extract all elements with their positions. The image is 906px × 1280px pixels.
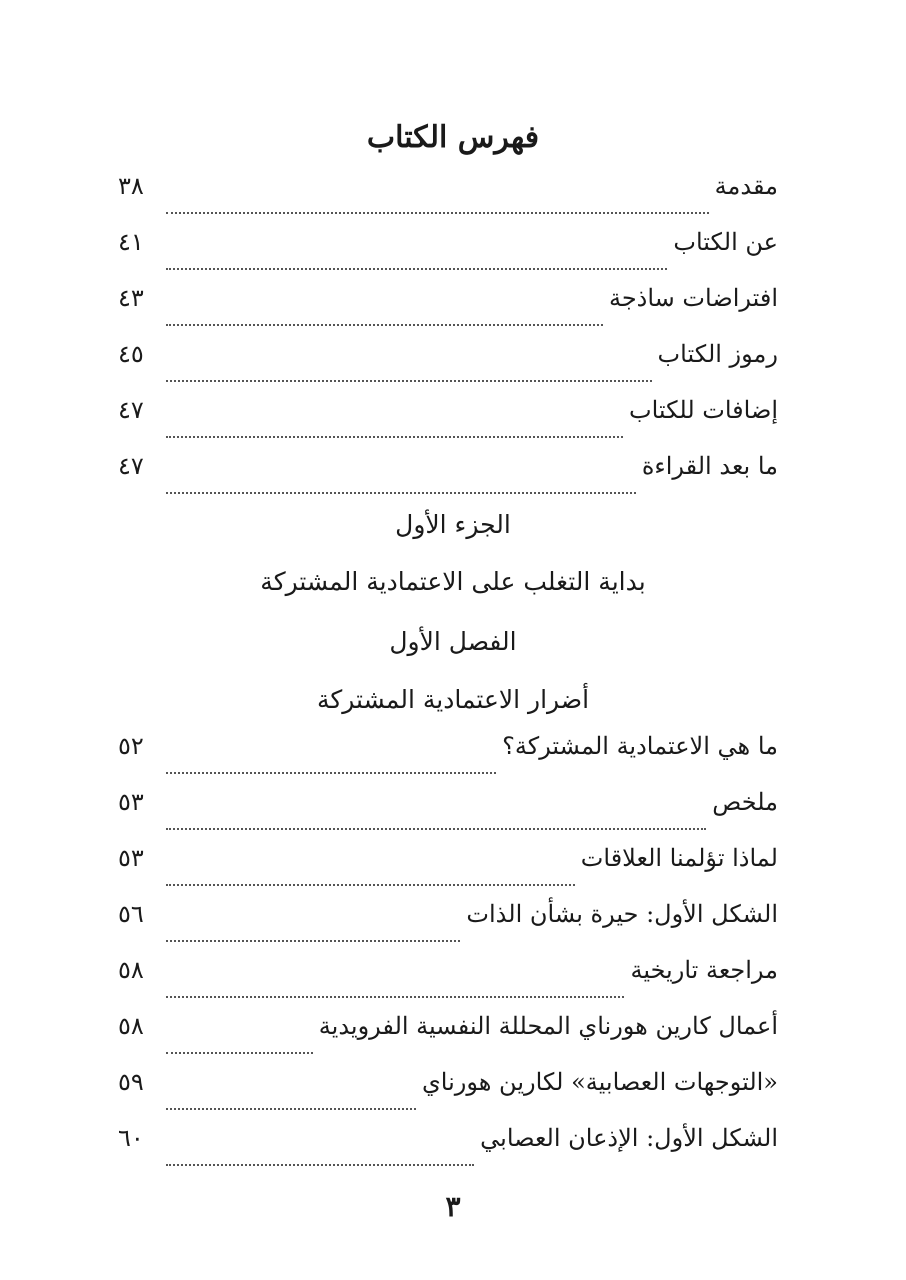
- toc-entry-page: ٥٢: [118, 732, 144, 760]
- toc-entry: [118, 788, 778, 844]
- toc-entry-page: ٦٠: [118, 1124, 144, 1152]
- dot-leader: [166, 435, 623, 438]
- dot-leader: [166, 771, 496, 774]
- toc-entry: [118, 228, 778, 284]
- toc-entry-page: ٥٩: [118, 1068, 144, 1096]
- toc-entry-label: إضافات للكتاب: [628, 396, 778, 424]
- toc-entry: [118, 844, 778, 900]
- toc-entry-page: ٤٧: [118, 452, 144, 480]
- toc-entry-label: مراجعة تاريخية: [630, 956, 778, 984]
- toc-entry-label: افتراضات ساذجة: [608, 284, 778, 312]
- toc-entry-page: ٥٣: [118, 844, 144, 872]
- dot-leader: [166, 211, 709, 214]
- toc-entry: [118, 396, 778, 452]
- part-label: الجزء الأول: [395, 510, 511, 539]
- dot-leader: [166, 1051, 313, 1054]
- toc-entry-page: ٤١: [118, 228, 144, 256]
- toc-entry-page: ٤٧: [118, 396, 144, 424]
- dot-leader: [166, 267, 667, 270]
- toc-entry: [118, 732, 778, 788]
- page-title: فهرس الكتاب: [366, 120, 540, 155]
- toc-entry-label: رموز الكتاب: [657, 340, 778, 368]
- toc-entry-label: الشكل الأول: حيرة بشأن الذات: [466, 900, 778, 928]
- chapter-title: أضرار الاعتمادية المشتركة: [316, 685, 590, 714]
- toc-entry-page: ٥٦: [118, 900, 144, 928]
- toc-entry-label: الشكل الأول: الإذعان العصابي: [480, 1124, 778, 1152]
- part-title: بداية التغلب على الاعتمادية المشتركة: [260, 567, 646, 596]
- dot-leader: [166, 827, 706, 830]
- dot-leader: [166, 939, 460, 942]
- toc-entry: [118, 1124, 778, 1180]
- toc-chapter-list: [118, 732, 778, 1180]
- toc-entry: [118, 452, 778, 508]
- toc-entry-page: ٤٥: [118, 340, 144, 368]
- toc-entry: [118, 340, 778, 396]
- toc-entry: [118, 284, 778, 340]
- toc-front-list: [118, 172, 778, 508]
- dot-leader: [166, 995, 624, 998]
- toc-entry: [118, 900, 778, 956]
- dot-leader: [166, 1107, 416, 1110]
- toc-entry-page: ٥٣: [118, 788, 144, 816]
- toc-entry-label: ملخص: [712, 788, 778, 816]
- toc-entry: [118, 172, 778, 228]
- toc-entry-label: أعمال كارين هورناي المحللة النفسية الفرويدية: [318, 1012, 778, 1040]
- chapter-label: الفصل الأول: [389, 627, 517, 656]
- toc-entry-label: مقدمة: [714, 172, 778, 200]
- toc-entry-label: عن الكتاب: [673, 228, 778, 256]
- toc-entry: [118, 1068, 778, 1124]
- toc-entry-label: ما هي الاعتمادية المشتركة؟: [502, 732, 778, 760]
- toc-entry-page: ٣٨: [118, 172, 144, 200]
- toc-entry-label: ما بعد القراءة: [641, 452, 778, 480]
- page-number: ٣: [445, 1190, 461, 1223]
- toc-entry-page: ٥٨: [118, 1012, 144, 1040]
- dot-leader: [166, 379, 652, 382]
- toc-entry-label: «التوجهات العصابية» لكارين هورناي: [422, 1068, 778, 1096]
- toc-entry: [118, 1012, 778, 1068]
- toc-entry-page: ٤٣: [118, 284, 144, 312]
- dot-leader: [166, 883, 575, 886]
- toc-entry-label: لماذا تؤلمنا العلاقات: [580, 844, 778, 872]
- toc-entry: [118, 956, 778, 1012]
- dot-leader: [166, 491, 636, 494]
- dot-leader: [166, 1163, 474, 1166]
- dot-leader: [166, 323, 603, 326]
- toc-entry-page: ٥٨: [118, 956, 144, 984]
